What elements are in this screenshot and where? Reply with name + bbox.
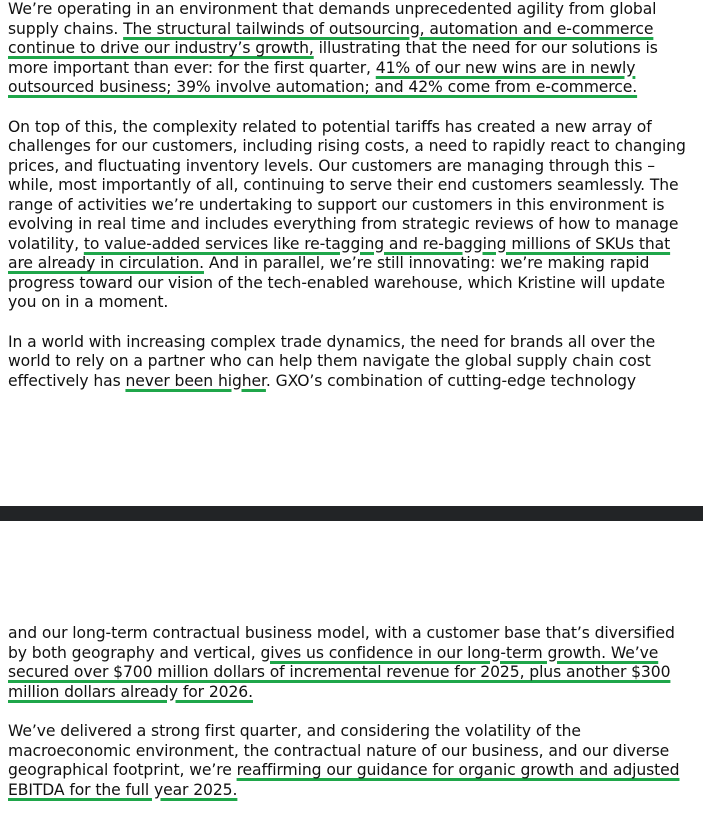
text-segment: We’ve delivered a strong first quarter, and considering the volatility of the macroeconomic environment, the contractual nature of our business, and our diverse geographical footprint, we’re (8, 722, 670, 779)
text-segment: In a world with increasing complex trade dynamics, the need for brands all over the world to rely on a partner who can help them navigate the global supply chain cost effectively has (8, 332, 656, 390)
highlighted-phrase: never been higher (125, 371, 266, 390)
paragraph-guidance (8, 722, 698, 800)
document-page-top (8, 0, 698, 411)
page-break-divider (0, 506, 703, 521)
document-page-bottom (8, 624, 698, 820)
paragraph-supply-chains (8, 0, 698, 98)
highlighted-phrase: gives us confidence in our long-term growth. We’ve secured over $700 million dollars of incremental revenue for 2025, plus another $300 million dollars already for 2026. (8, 643, 671, 701)
paragraph-tariffs (8, 118, 698, 313)
highlighted-phrase: reaffirming our guidance for organic growth and adjusted EBITDA for the full year 2025. (8, 761, 680, 799)
highlighted-phrase: The structural tailwinds of outsourcing, automation and e-commerce continue to drive our industry’s growth, (8, 19, 654, 57)
text-segment: illustrating that the need for our solutions is more important than ever: for the first quarter, (8, 39, 658, 77)
highlighted-phrase: 41% of our new wins are in newly outsourced business; 39% involve automation; and 42% come from e-commerce. (8, 58, 638, 96)
text-segment: And in parallel, we’re still innovating: we’re making rapid progress toward our vision of the tech-enabled warehouse, which Kristine will update you on in a moment. (8, 254, 665, 311)
text-segment: On top of this, the complexity related to potential tariffs has created a new array of challenges for our customers, including rising costs, a need to rapidly react to changing prices, and fluctuating inventory levels. Our customers are managing through this – while, most importantly of all, continuing to serve their end customers seamlessly. The range of activities we’re undertaking to support our customers in this environment is evolving in real time and includes everything from strategic reviews of how to manage volatility, (8, 117, 686, 253)
paragraph-trade-dynamics (8, 333, 698, 392)
paragraph-business-model (8, 624, 698, 702)
highlighted-phrase: to value-added services like re-tagging and re-bagging millions of SKUs that are already in circulation. (8, 234, 671, 272)
text-segment: and our long-term contractual business model, with a customer base that’s diversified by both geography and vertical, (8, 624, 675, 662)
text-segment: . GXO’s combination of cutting-edge technology (265, 371, 637, 390)
text-segment: We’re operating in an environment that demands unprecedented agility from global supply chains. (8, 0, 657, 38)
